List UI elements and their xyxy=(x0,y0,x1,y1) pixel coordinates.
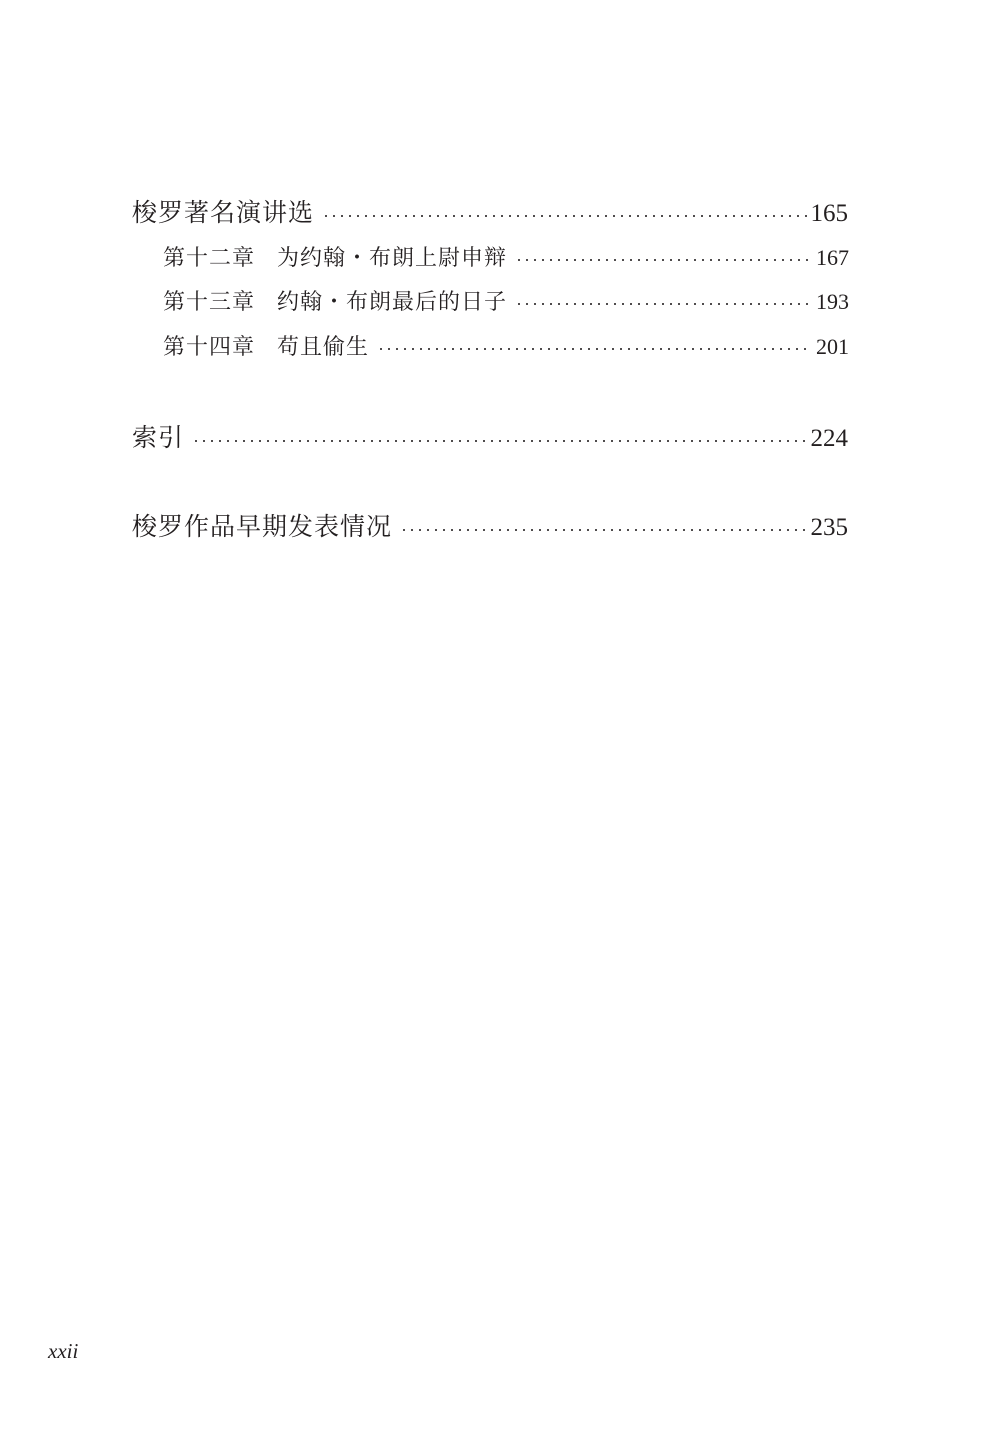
toc-entry-chapter-12[interactable] xyxy=(163,243,849,273)
toc-entry-page-number: 165 xyxy=(810,200,848,227)
toc-entry-chapter-label: 第十四章 xyxy=(163,335,256,360)
toc-entry-famous-speeches[interactable] xyxy=(132,196,848,230)
dot-leader xyxy=(515,303,812,305)
toc-entry-title: 梭罗著名演讲选 xyxy=(132,198,315,227)
toc-entry-title: 索引 xyxy=(132,423,185,452)
dot-leader xyxy=(322,215,806,217)
toc-entry-chapter-label: 第十二章 xyxy=(163,246,256,271)
dot-leader xyxy=(400,529,806,531)
toc-entry-title: 梭罗作品早期发表情况 xyxy=(132,512,393,541)
toc-entry-index[interactable] xyxy=(132,421,848,455)
toc-entry-title: 苟且偷生 xyxy=(277,335,370,360)
toc-entry-chapter-13[interactable] xyxy=(163,287,849,317)
toc-entry-title: 约翰・布朗最后的日子 xyxy=(277,290,508,315)
toc-entry-early-publications[interactable] xyxy=(132,510,848,544)
toc-entry-page-number: 235 xyxy=(810,514,848,541)
dot-leader xyxy=(377,348,812,350)
dot-leader xyxy=(515,259,812,261)
toc-entry-chapter-label: 第十三章 xyxy=(163,290,256,315)
page-folio: xxii xyxy=(48,1339,79,1363)
toc-entry-chapter-14[interactable] xyxy=(163,332,849,362)
toc-entry-title: 为约翰・布朗上尉申辩 xyxy=(277,246,508,271)
toc-entry-page-number: 224 xyxy=(810,425,848,452)
toc-entry-page-number: 201 xyxy=(816,334,849,359)
toc-entry-page-number: 167 xyxy=(816,245,849,270)
dot-leader xyxy=(192,440,806,442)
toc-entry-page-number: 193 xyxy=(816,289,849,314)
